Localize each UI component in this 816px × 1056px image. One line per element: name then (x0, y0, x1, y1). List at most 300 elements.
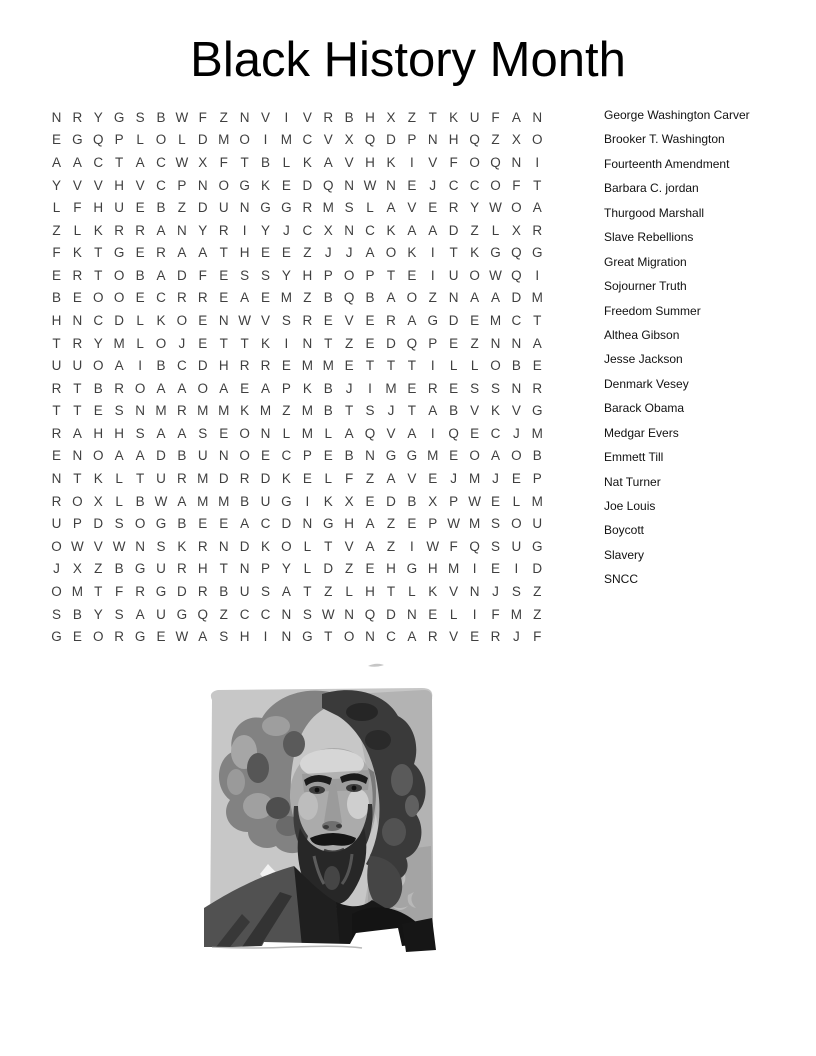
grid-letter: B (51, 290, 61, 306)
grid-letter: G (385, 448, 397, 464)
grid-letter: Q (406, 335, 418, 351)
grid-letter: Z (345, 561, 354, 577)
grid-letter: M (280, 290, 293, 306)
grid-letter: A (281, 583, 291, 599)
grid-letter: W (175, 109, 189, 125)
grid-letter: D (281, 516, 292, 532)
grid-letter: F (52, 245, 61, 261)
grid-letter: E (407, 380, 417, 396)
grid-letter: E (365, 561, 375, 577)
grid-letter: N (177, 222, 187, 238)
grid-letter: N (386, 177, 396, 193)
grid-letter: H (239, 629, 250, 645)
grid-letter: S (490, 516, 500, 532)
grid-letter: N (365, 629, 375, 645)
grid-letter: J (513, 629, 520, 645)
grid-letter: D (197, 358, 208, 374)
grid-letter: M (218, 132, 230, 148)
grid-letter: H (365, 583, 375, 599)
grid-letter: R (177, 561, 187, 577)
grid-letter: M (322, 358, 334, 374)
word-list-item: Boycott (604, 523, 645, 538)
grid-letter: N (72, 448, 83, 464)
grid-letter: A (198, 629, 208, 645)
grid-letter: R (323, 109, 334, 125)
grid-letter: T (386, 267, 396, 283)
grid-letter: E (323, 312, 333, 328)
grid-letter: Z (345, 335, 354, 351)
grid-letter: E (449, 448, 459, 464)
grid-letter: V (428, 154, 438, 170)
grid-letter: T (533, 312, 542, 328)
grid-letter: C (469, 177, 480, 193)
grid-letter: T (324, 629, 333, 645)
grid-letter: E (219, 516, 229, 532)
grid-letter: G (427, 312, 439, 328)
grid-letter: O (385, 245, 397, 261)
grid-letter: A (386, 471, 396, 487)
grid-letter: C (365, 222, 375, 238)
grid-letter: H (365, 154, 375, 170)
word-list-item: Slave Rebellions (604, 230, 694, 245)
grid-letter: C (93, 312, 104, 328)
grid-letter: D (239, 538, 250, 554)
grid-letter: D (386, 132, 396, 148)
grid-letter: T (533, 177, 542, 193)
grid-letter: A (407, 629, 417, 645)
grid-letter: X (386, 109, 396, 125)
grid-letter: E (135, 245, 145, 261)
grid-letter: Z (52, 222, 61, 238)
grid-letter: F (449, 154, 458, 170)
grid-letter: B (511, 358, 521, 374)
grid-letter: O (197, 380, 209, 396)
grid-letter: D (197, 200, 208, 216)
grid-letter: J (492, 583, 499, 599)
grid-letter: E (470, 425, 480, 441)
grid-letter: E (407, 267, 417, 283)
grid-letter: W (175, 154, 189, 170)
grid-letter: T (240, 335, 249, 351)
grid-letter: A (114, 358, 124, 374)
grid-letter: A (428, 222, 438, 238)
grid-letter: U (218, 200, 229, 216)
grid-letter: L (178, 132, 186, 148)
grid-letter: R (197, 538, 208, 554)
grid-letter: L (115, 493, 123, 509)
grid-letter: E (135, 290, 145, 306)
grid-letter: Z (219, 606, 228, 622)
grid-letter: L (73, 222, 82, 238)
grid-letter: G (490, 245, 501, 261)
grid-letter: T (94, 245, 103, 261)
grid-letter: L (136, 335, 144, 351)
grid-letter: K (261, 335, 271, 351)
grid-letter: S (344, 200, 354, 216)
grid-letter: J (513, 425, 520, 441)
grid-letter: E (449, 380, 459, 396)
grid-letter: C (281, 448, 292, 464)
word-list-item: Great Migration (604, 254, 687, 269)
grid-letter: S (135, 425, 145, 441)
grid-letter: O (93, 448, 104, 464)
grid-letter: N (448, 290, 459, 306)
grid-letter: R (386, 312, 396, 328)
grid-letter: N (135, 538, 145, 554)
grid-letter: V (344, 538, 354, 554)
grid-letter: S (114, 606, 124, 622)
grid-letter: S (365, 403, 375, 419)
grid-letter: Q (364, 606, 376, 622)
grid-letter: B (219, 583, 229, 599)
grid-letter: H (302, 267, 313, 283)
grid-letter: L (345, 583, 353, 599)
grid-letter: M (197, 471, 209, 487)
grid-letter: A (156, 267, 166, 283)
grid-letter: M (531, 290, 543, 306)
grid-letter: O (113, 290, 125, 306)
grid-letter: O (239, 448, 250, 464)
grid-letter: H (114, 177, 125, 193)
grid-letter: S (490, 380, 500, 396)
grid-letter: A (156, 222, 166, 238)
grid-letter: T (219, 335, 228, 351)
grid-letter: T (219, 245, 228, 261)
grid-letter: V (511, 403, 521, 419)
grid-letter: A (407, 425, 417, 441)
grid-letter: D (177, 583, 187, 599)
grid-letter: S (135, 109, 145, 125)
grid-letter: Q (364, 132, 376, 148)
grid-letter: L (136, 132, 144, 148)
grid-letter: Z (491, 132, 500, 148)
grid-letter: U (197, 448, 208, 464)
grid-letter: M (218, 493, 230, 509)
grid-letter: E (490, 561, 500, 577)
grid-letter: T (52, 335, 61, 351)
grid-letter: Q (511, 245, 522, 261)
word-list-item: Slavery (604, 547, 645, 562)
grid-letter: K (449, 109, 459, 125)
grid-letter: B (135, 493, 145, 509)
grid-letter: O (532, 132, 543, 148)
grid-letter: J (178, 335, 186, 351)
grid-letter: O (72, 493, 83, 509)
grid-letter: D (177, 267, 187, 283)
grid-letter: D (448, 222, 459, 238)
grid-letter: V (323, 132, 333, 148)
grid-letter: A (490, 448, 500, 464)
grid-letter: F (198, 109, 207, 125)
grid-letter: R (156, 245, 166, 261)
grid-letter: G (155, 516, 167, 532)
grid-letter: W (70, 538, 84, 554)
grid-letter: F (345, 471, 354, 487)
grid-letter: O (134, 516, 146, 532)
grid-letter: B (323, 290, 333, 306)
grid-letter: V (93, 177, 103, 193)
portrait-graphic (202, 656, 438, 956)
grid-letter: K (490, 403, 500, 419)
grid-letter: C (93, 154, 104, 170)
grid-letter: M (468, 516, 481, 532)
grid-letter: R (218, 222, 229, 238)
grid-letter: C (156, 177, 166, 193)
grid-letter: O (281, 538, 292, 554)
grid-letter: N (427, 132, 438, 148)
grid-letter: U (260, 493, 271, 509)
grid-letter: E (302, 471, 312, 487)
grid-letter: A (532, 335, 542, 351)
grid-letter: R (135, 583, 145, 599)
grid-letter: H (218, 358, 229, 374)
grid-letter: G (281, 493, 292, 509)
grid-letter: D (448, 312, 459, 328)
word-list-item: Barack Obama (604, 401, 685, 416)
grid-letter: E (281, 358, 291, 374)
grid-letter: T (73, 403, 82, 419)
grid-letter: Y (93, 606, 103, 622)
grid-letter: I (430, 267, 435, 283)
grid-letter: I (242, 222, 247, 238)
grid-letter: E (219, 290, 229, 306)
grid-letter: Q (364, 425, 376, 441)
grid-letter: A (156, 425, 166, 441)
grid-letter: O (134, 380, 146, 396)
grid-letter: S (281, 312, 291, 328)
grid-letter: A (240, 290, 250, 306)
grid-letter: M (301, 425, 313, 441)
grid-letter: M (301, 403, 313, 419)
grid-letter: O (343, 629, 355, 645)
word-list-item: George Washington Carver (604, 108, 750, 122)
grid-letter: M (218, 403, 230, 419)
grid-letter: P (449, 493, 459, 509)
grid-letter: W (468, 493, 481, 509)
grid-letter: M (155, 403, 167, 419)
grid-letter: I (409, 154, 414, 170)
grid-letter: B (156, 200, 166, 216)
grid-letter: M (197, 493, 209, 509)
grid-letter: O (155, 335, 167, 351)
grid-letter: Z (386, 516, 396, 532)
grid-letter: V (344, 154, 354, 170)
grid-letter: G (113, 245, 125, 261)
grid-letter: T (73, 471, 82, 487)
grid-letter: N (344, 177, 355, 193)
grid-letter: T (449, 245, 458, 261)
grid-letter: Q (490, 154, 501, 170)
grid-letter: O (406, 290, 418, 306)
grid-letter: E (428, 200, 438, 216)
grid-letter: H (365, 109, 375, 125)
grid-letter: I (284, 335, 289, 351)
grid-letter: R (532, 222, 543, 238)
grid-letter: R (177, 471, 187, 487)
grid-letter: P (428, 335, 438, 351)
grid-letter: L (282, 154, 291, 170)
grid-letter: E (198, 516, 208, 532)
grid-letter: A (198, 245, 208, 261)
grid-letter: T (324, 335, 333, 351)
grid-letter: B (261, 154, 271, 170)
grid-letter: M (531, 425, 543, 441)
grid-letter: V (407, 471, 417, 487)
grid-letter: O (239, 425, 250, 441)
grid-letter: A (344, 425, 354, 441)
grid-letter: R (427, 380, 438, 396)
grid-letter: O (469, 448, 480, 464)
grid-letter: S (470, 380, 480, 396)
grid-letter: S (302, 606, 312, 622)
grid-letter: P (177, 177, 187, 193)
grid-letter: H (239, 245, 250, 261)
grid-letter: V (302, 109, 312, 125)
grid-letter: M (448, 561, 460, 577)
grid-letter: B (177, 448, 187, 464)
grid-letter: J (345, 245, 353, 261)
grid-letter: O (469, 267, 480, 283)
grid-letter: A (365, 538, 375, 554)
grid-letter: A (365, 516, 375, 532)
grid-letter: F (533, 629, 542, 645)
grid-letter: O (239, 132, 250, 148)
word-list-item: Joe Louis (604, 499, 656, 513)
grid-letter: E (219, 425, 229, 441)
grid-letter: T (324, 538, 333, 554)
grid-letter: E (261, 290, 271, 306)
grid-letter: G (51, 629, 62, 645)
grid-letter: T (407, 403, 416, 419)
grid-letter: F (491, 606, 500, 622)
grid-letter: N (281, 606, 292, 622)
grid-letter: Y (93, 335, 103, 351)
grid-letter: I (409, 538, 414, 554)
grid-letter: B (365, 290, 375, 306)
grid-letter: L (52, 200, 61, 216)
grid-letter: A (135, 606, 145, 622)
grid-letter: W (489, 267, 502, 283)
grid-letter: B (156, 109, 166, 125)
grid-letter: M (197, 403, 209, 419)
grid-letter: A (323, 154, 333, 170)
grid-letter: O (51, 538, 62, 554)
grid-letter: D (302, 177, 313, 193)
word-search-grid (46, 106, 548, 648)
grid-letter: R (239, 358, 250, 374)
grid-letter: S (240, 267, 250, 283)
grid-letter: X (323, 222, 333, 238)
word-list-item: Jesse Jackson (604, 352, 683, 367)
grid-letter: Q (511, 267, 522, 283)
grid-letter: E (470, 629, 480, 645)
grid-letter: Z (219, 109, 228, 125)
grid-letter: K (302, 154, 312, 170)
grid-letter: J (283, 222, 290, 238)
grid-letter: T (52, 403, 61, 419)
grid-letter: T (407, 358, 416, 374)
grid-letter: F (73, 200, 82, 216)
grid-letter: R (72, 335, 83, 351)
grid-letter: O (511, 200, 522, 216)
grid-letter: E (470, 312, 480, 328)
grid-letter: J (492, 471, 499, 487)
grid-letter: P (428, 516, 438, 532)
grid-letter: D (218, 471, 229, 487)
grid-letter: Z (533, 606, 542, 622)
grid-letter: A (386, 200, 396, 216)
grid-letter: O (490, 177, 501, 193)
grid-letter: K (177, 538, 187, 554)
grid-letter: E (72, 629, 82, 645)
grid-letter: E (261, 245, 271, 261)
page-title: Black History Month (190, 33, 626, 87)
grid-letter: W (426, 538, 440, 554)
grid-letter: B (114, 561, 124, 577)
grid-letter: N (302, 335, 313, 351)
grid-letter: L (470, 358, 479, 374)
grid-letter: Q (93, 132, 104, 148)
grid-letter: M (259, 403, 272, 419)
grid-letter: E (198, 335, 208, 351)
grid-letter: I (514, 561, 519, 577)
grid-letter: E (365, 493, 375, 509)
grid-letter: K (281, 471, 291, 487)
grid-letter: D (386, 493, 396, 509)
grid-letter: N (344, 222, 355, 238)
grid-letter: T (219, 561, 228, 577)
grid-letter: L (324, 425, 332, 441)
grid-letter: I (305, 493, 310, 509)
grid-letter: S (261, 267, 271, 283)
grid-letter: B (93, 380, 103, 396)
grid-letter: Z (324, 583, 333, 599)
grid-letter: B (177, 516, 187, 532)
grid-letter: G (239, 177, 250, 193)
word-list-item: Emmett Till (604, 450, 664, 465)
grid-letter: A (177, 245, 187, 261)
grid-letter: C (490, 425, 501, 441)
grid-letter: A (407, 222, 417, 238)
word-list (604, 103, 750, 592)
grid-letter: Z (470, 335, 479, 351)
word-list-item: Althea Gibson (604, 327, 680, 342)
grid-letter: O (469, 154, 480, 170)
grid-letter: L (136, 312, 144, 328)
grid-letter: L (303, 538, 312, 554)
grid-letter: K (261, 538, 271, 554)
grid-letter: Y (198, 222, 208, 238)
grid-letter: E (51, 267, 61, 283)
grid-letter: I (368, 380, 372, 396)
grid-letter: C (302, 222, 313, 238)
grid-letter: A (219, 380, 229, 396)
grid-letter: R (532, 380, 543, 396)
grid-letter: E (281, 245, 291, 261)
grid-letter: B (323, 403, 333, 419)
grid-letter: B (344, 109, 354, 125)
grid-letter: J (387, 403, 395, 419)
grid-letter: C (177, 358, 187, 374)
grid-letter: E (135, 200, 145, 216)
grid-letter: Y (51, 177, 61, 193)
grid-letter: W (154, 493, 168, 509)
grid-letter: A (135, 448, 145, 464)
grid-letter: T (73, 380, 82, 396)
grid-letter: I (138, 358, 142, 374)
grid-letter: T (135, 471, 145, 487)
grid-letter: S (490, 538, 500, 554)
